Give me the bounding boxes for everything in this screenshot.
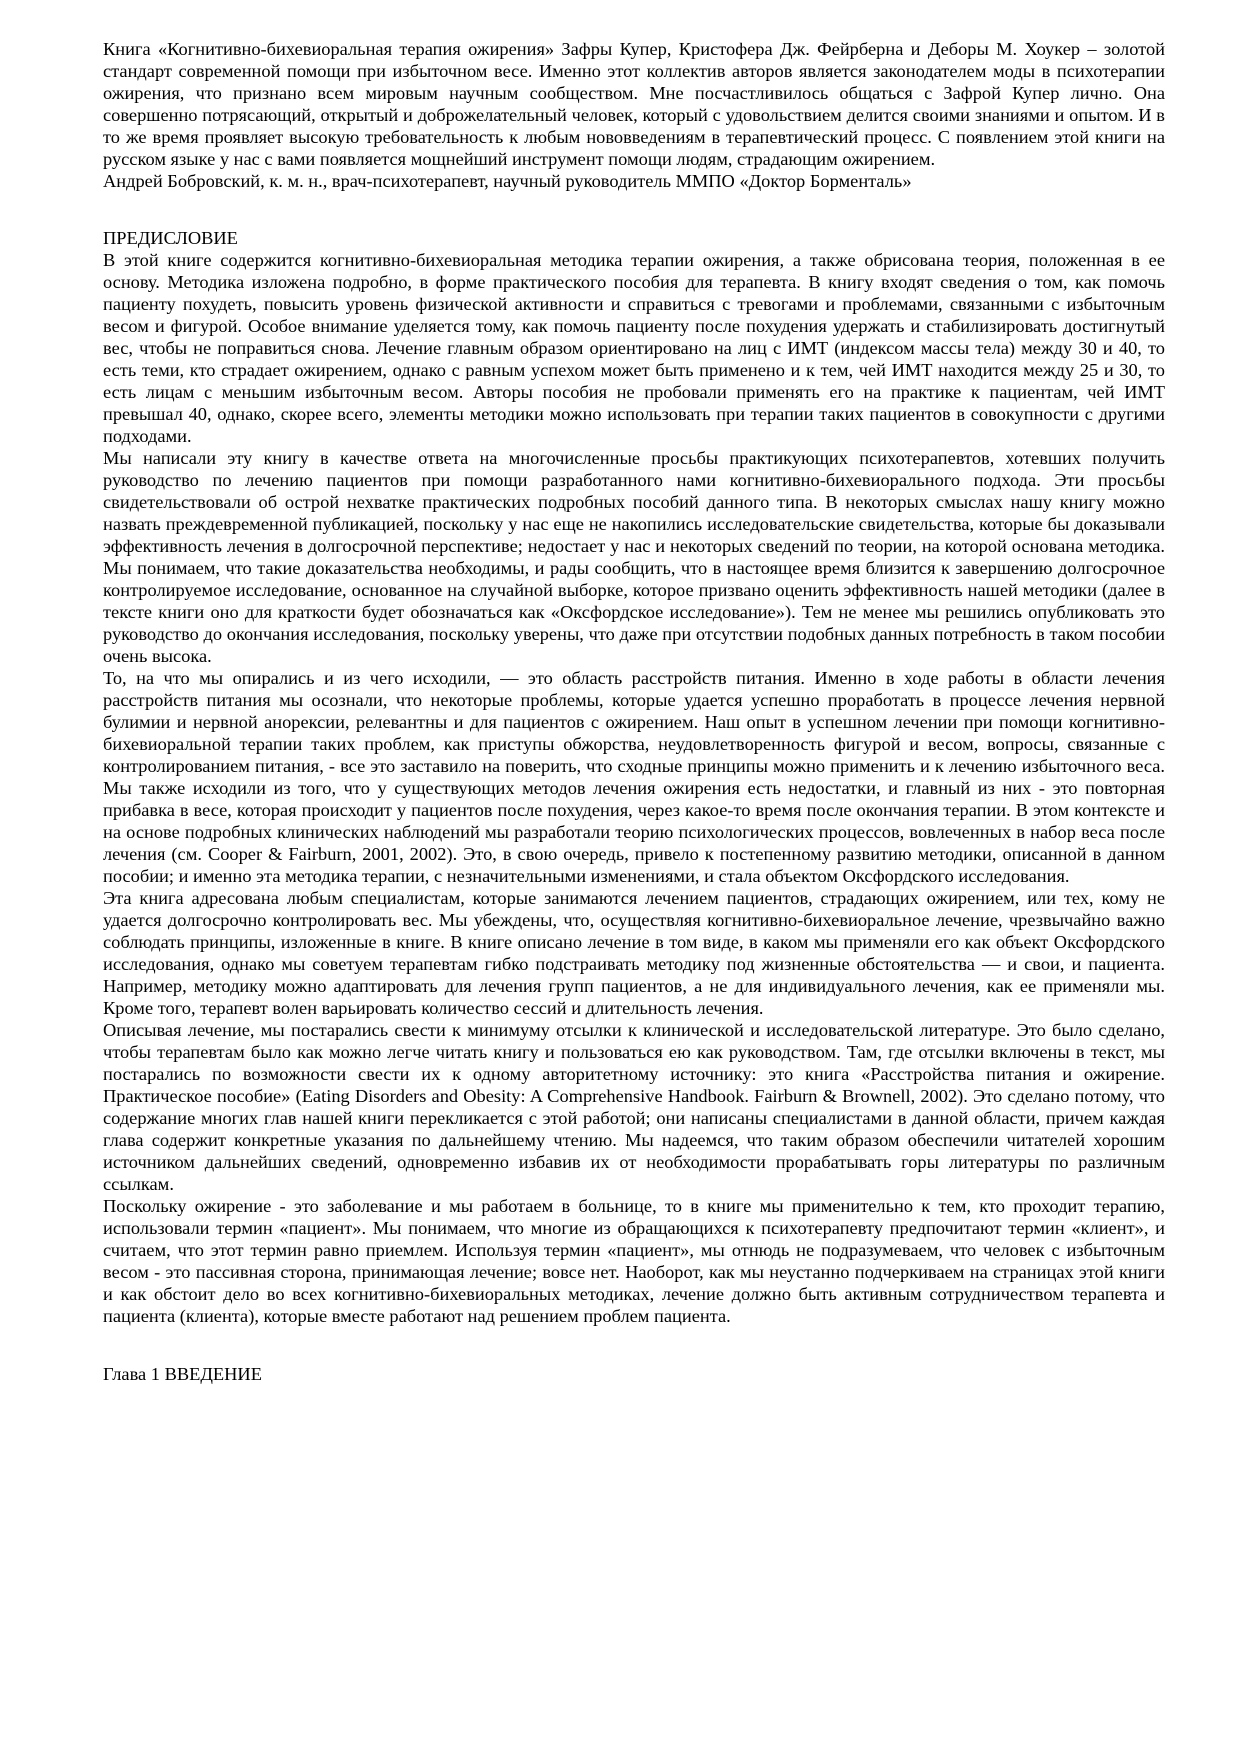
section-gap: [103, 1327, 1165, 1363]
preface-title: ПРЕДИСЛОВИЕ: [103, 228, 238, 248]
endorsement-text: Книга «Когнитивно-бихевиоральная терапия ожирения» Зафры Купер, Кристофера Дж. Фейрберна и Деборы М. Хоукер – золотой стандарт современной помощи при избыточном весе. Именно этот коллектив авторов является законодателем моды в психотерапии ожирения, что признано всем мировым научным сообществом. Мне посчастливилось общаться с Зафрой Купер лично. Она совершенно потрясающий, открытый и доброжелательный человек, который с удовольствием делится своими знаниями и опытом. И в то же время проявляет высокую требовательность к любым нововведениям в терапевтический процесс. С появлением этой книги на русском языке у нас с вами появляется мощнейший инструмент помощи людям, страдающим ожирением.: [103, 39, 1165, 169]
preface-paragraph: Эта книга адресована любым специалистам, которые занимаются лечением пациентов, страдающих ожирением, или тех, кому не удается долгосрочно контролировать вес. Мы убеждены, что, осуществляя когнитивно-бихевиоральное лечение, чрезвычайно важно соблюдать принципы, изложенные в книге. В книге описано лечение в том виде, в каком мы применяли его как объект Оксфордского исследования, однако мы советуем терапевтам гибко подстраивать методику под жизненные обстоятельства — и свои, и пациента. Например, методику можно адаптировать для лечения групп пациентов, а не для индивидуального лечения, как ее применяли мы. Кроме того, терапевт волен варьировать количество сессий и длительность лечения.: [103, 888, 1165, 1018]
preface-paragraph: Описывая лечение, мы постарались свести к минимуму отсылки к клинической и исследовательской литературе. Это было сделано, чтобы терапевтам было как можно легче читать книгу и пользоваться ею как руководством. Там, где отсылки включены в текст, мы постарались по возможности свести их к одному авторитетному источнику: это книга «Расстройства питания и ожирение. Практическое пособие» (Eating Disorders and Obesity: A Comprehensive Handbook. Fairburn & Brownell, 2002). Это сделано потому, что содержание многих глав нашей книги перекликается с этой работой; они написаны специалистами в данной области, причем каждая глава содержит конкретные указания по дальнейшему чтению. Мы надеемся, что таким образом обеспечили читателей хорошим источником дальнейших сведений, одновременно избавив их от необходимости прорабатывать горы литературы по различным ссылкам.: [103, 1020, 1165, 1194]
chapter-title: Глава 1 ВВЕДЕНИЕ: [103, 1364, 262, 1384]
preface-paragraph: Мы написали эту книгу в качестве ответа на многочисленные просьбы практикующих психотерапевтов, хотевших получить руководство по лечению пациентов при помощи разработанного нами когнитивно-бихевиорального подхода. Эти просьбы свидетельствовали об острой нехватке практических подробных пособий данного типа. В некоторых смыслах нашу книгу можно назвать преждевременной публикацией, поскольку у нас еще не накопились исследовательские свидетельства, которые бы доказывали эффективность лечения в долгосрочной перспективе; недостает у нас и некоторых сведений по теории, на которой основана методика. Мы понимаем, что такие доказательства необходимы, и рады сообщить, что в настоящее время близится к завершению долгосрочное контролируемое исследование, основанное на случайной выборке, которое призвано оценить эффективность нашей методики (далее в тексте книги оно для краткости будет обозначаться как «Оксфордское исследование»). Тем не менее мы решились опубликовать это руководство до окончания исследования, поскольку уверены, что даже при отсутствии подобных данных потребность в таком пособии очень высока.: [103, 448, 1165, 666]
document-page: [103, 38, 1165, 1385]
preface-paragraph: Поскольку ожирение - это заболевание и мы работаем в больнице, то в книге мы применительно к тем, кто проходит терапию, использовали термин «пациент». Мы понимаем, что многие из обращающихся к психотерапевту предпочитают термин «клиент», и считаем, что этот термин равно приемлем. Используя термин «пациент», мы отнюдь не подразумеваем, что человек с избыточным весом - это пассивная сторона, принимающая лечение; вовсе нет. Наоборот, как мы неустанно подчеркиваем на страницах этой книги и как обстоит дело во всех когнитивно-бихевиоральных методиках, лечение должно быть активным сотрудничеством терапевта и пациента (клиента), которые вместе работают над решением проблем пациента.: [103, 1196, 1165, 1326]
preface-paragraph: В этой книге содержится когнитивно-бихевиоральная методика терапии ожирения, а также обрисована теория, положенная в ее основу. Методика изложена подробно, в форме практического пособия для терапевта. В книгу входят сведения о том, как помочь пациенту похудеть, повысить уровень физической активности и справиться с тревогами и проблемами, связанными с избыточным весом и фигурой. Особое внимание уделяется тому, как помочь пациенту после похудения удержать и стабилизировать достигнутый вес, чтобы не поправиться снова. Лечение главным образом ориентировано на лиц с ИМТ (индексом массы тела) между 30 и 40, то есть теми, кто страдает ожирением, однако с равным успехом может быть применено и к тем, чей ИМТ находится между 25 и 30, то есть лицам с меньшим избыточным весом. Авторы пособия не пробовали применять его на практике к пациентам, чей ИМТ превышал 40, однако, скорее всего, элементы методики можно использовать при терапии таких пациентов в совокупности с другими подходами.: [103, 250, 1165, 446]
preface-paragraph: То, на что мы опирались и из чего исходили, — это область расстройств питания. Именно в ходе работы в области лечения расстройств питания мы осознали, что некоторые проблемы, которые удается успешно проработать в процессе лечения нервной булимии и нервной анорексии, релевантны и для пациентов с ожирением. Наш опыт в успешном лечении при помощи когнитивно-бихевиоральной терапии таких проблем, как приступы обжорства, неудовлетворенность фигурой и весом, вопросы, связанные с контролированием питания, - все это заставило на поверить, что сходные принципы можно применить и к лечению избыточного веса. Мы также исходили из того, что у существующих методов лечения ожирения есть недостатки, и главный из них - это повторная прибавка в весе, которая происходит у пациентов после похудения, через какое-то время после окончания терапии. В этом контексте и на основе подробных клинических наблюдений мы разработали теорию психологических процессов, вовлеченных в набор веса после лечения (см. Cooper & Fairburn, 2001, 2002). Это, в свою очередь, привело к постепенному развитию методики, описанной в данном пособии; и именно эта методика терапии, с незначительными изменениями, и стала объектом Оксфордского исследования.: [103, 668, 1165, 886]
section-gap: [103, 192, 1165, 227]
endorsement-signature: Андрей Бобровский, к. м. н., врач-психотерапевт, научный руководитель ММПО «Доктор Борменталь»: [103, 171, 912, 191]
